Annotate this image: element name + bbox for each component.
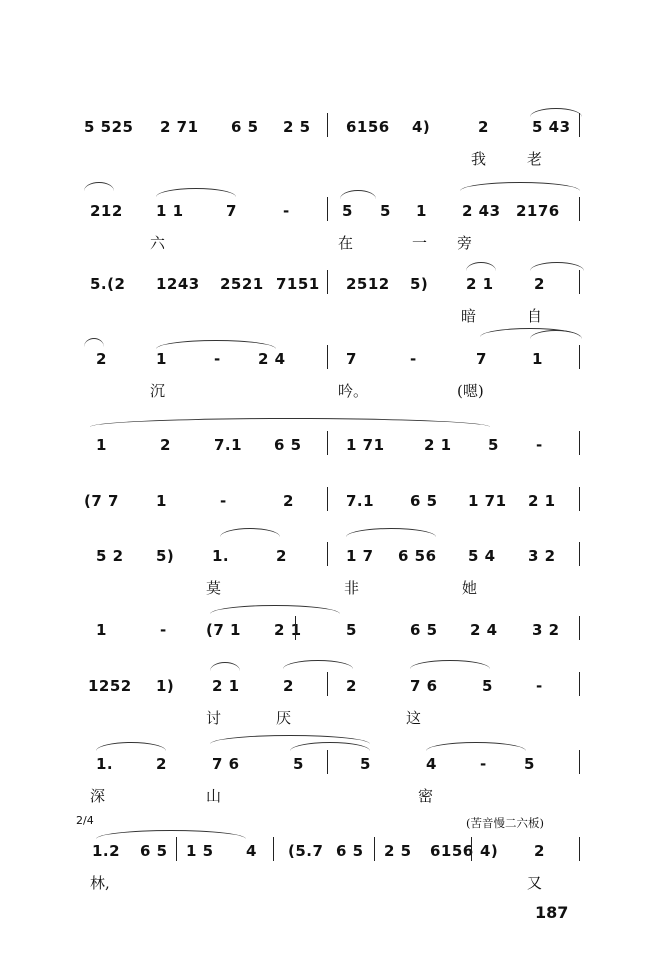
- note-group: -: [214, 350, 221, 368]
- slur-mark: [530, 108, 582, 117]
- note-group: 7 6: [212, 755, 240, 773]
- bar-line: [579, 345, 580, 369]
- bar-line: [327, 270, 328, 294]
- bar-line: [327, 431, 328, 455]
- note-group: 5: [524, 755, 535, 773]
- note-group: 2 71: [160, 118, 199, 136]
- lyric-char: 她: [462, 579, 478, 597]
- slur-mark: [346, 528, 436, 537]
- note-group: 5 43: [532, 118, 571, 136]
- note-group: 7151: [276, 275, 320, 293]
- slur-mark: [210, 662, 240, 671]
- lyric-char: 密: [418, 787, 434, 805]
- note-group: 2: [283, 677, 294, 695]
- note-group: 2 1: [424, 436, 452, 454]
- lyric-char: 厌: [276, 709, 292, 727]
- slur-mark: [340, 190, 376, 199]
- slur-mark: [530, 330, 582, 339]
- note-group: 4): [480, 842, 499, 860]
- note-group: 5: [482, 677, 493, 695]
- note-group: 2 1: [212, 677, 240, 695]
- slur-mark: [96, 742, 166, 751]
- note-group: 6 5: [410, 621, 438, 639]
- note-group: 2: [534, 275, 545, 293]
- note-group: 5: [293, 755, 304, 773]
- note-group: -: [410, 350, 417, 368]
- note-group: 2: [160, 436, 171, 454]
- note-group: 1 1: [156, 202, 184, 220]
- note-group: 5 4: [468, 547, 496, 565]
- note-group: 2521: [220, 275, 264, 293]
- note-group: 6 56: [398, 547, 437, 565]
- slur-mark: [220, 528, 280, 537]
- note-group: 6 5: [231, 118, 259, 136]
- lyric-char: 吟。: [338, 382, 369, 400]
- note-group: 2: [156, 755, 167, 773]
- slur-mark: [466, 262, 496, 271]
- bar-line: [579, 487, 580, 511]
- note-group: 2: [276, 547, 287, 565]
- bar-line: [579, 270, 580, 294]
- bar-line: [327, 487, 328, 511]
- note-group: 4: [246, 842, 257, 860]
- note-group: 2 5: [283, 118, 311, 136]
- note-group: 6156: [346, 118, 390, 136]
- slur-mark: [96, 830, 246, 839]
- bar-line: [579, 837, 580, 861]
- note-group: 1 71: [346, 436, 385, 454]
- bar-line: [327, 672, 328, 696]
- note-group: -: [220, 492, 227, 510]
- slur-mark: [283, 660, 353, 669]
- note-group: 6156: [430, 842, 474, 860]
- note-group: 4: [426, 755, 437, 773]
- lyric-char: 我: [471, 150, 487, 168]
- note-group: 5: [342, 202, 353, 220]
- bar-line: [327, 542, 328, 566]
- bar-line: [579, 431, 580, 455]
- note-group: 2: [96, 350, 107, 368]
- note-group: 2 4: [258, 350, 286, 368]
- note-group: 3 2: [528, 547, 556, 565]
- lyric-char: 山: [206, 787, 222, 805]
- note-group: -: [283, 202, 290, 220]
- lyric-char: 一: [412, 234, 428, 252]
- lyric-char: 老: [527, 150, 543, 168]
- note-group: 6 5: [274, 436, 302, 454]
- bar-line: [327, 197, 328, 221]
- note-group: 2: [534, 842, 545, 860]
- lyric-char: 自: [527, 307, 543, 325]
- lyric-char: 又: [527, 874, 543, 892]
- note-group: 5): [410, 275, 429, 293]
- note-group: 5: [488, 436, 499, 454]
- slur-mark: [84, 338, 104, 347]
- note-group: 1.: [212, 547, 230, 565]
- note-group: 7.1: [346, 492, 375, 510]
- slur-mark: [90, 418, 490, 427]
- note-group: 5 525: [84, 118, 134, 136]
- bar-line: [176, 837, 177, 861]
- lyric-char: 深: [90, 787, 106, 805]
- note-group: 7: [476, 350, 487, 368]
- bar-line: [374, 837, 375, 861]
- bar-line: [579, 542, 580, 566]
- lyric-char: 旁: [457, 234, 473, 252]
- note-group: 1: [96, 436, 107, 454]
- lyric-char: 沉: [150, 382, 166, 400]
- slur-mark: [84, 182, 114, 191]
- note-group: 2 43: [462, 202, 501, 220]
- note-group: 2 4: [470, 621, 498, 639]
- note-group: 1: [532, 350, 543, 368]
- tempo-marking: (苦音慢二六板): [466, 816, 544, 830]
- note-group: 1 71: [468, 492, 507, 510]
- note-group: 5.(2: [90, 275, 126, 293]
- bar-line: [579, 197, 580, 221]
- lyric-char: 林,: [90, 874, 110, 892]
- note-group: -: [480, 755, 487, 773]
- note-group: 2: [346, 677, 357, 695]
- note-group: 5: [346, 621, 357, 639]
- lyric-char: (嗯): [457, 382, 484, 400]
- note-group: 1.: [96, 755, 114, 773]
- note-group: 1 7: [346, 547, 374, 565]
- time-signature: 2/4: [76, 814, 94, 827]
- lyric-char: 六: [150, 234, 166, 252]
- bar-line: [295, 616, 296, 640]
- note-group: 1: [156, 350, 167, 368]
- note-group: 1252: [88, 677, 132, 695]
- lyric-char: 非: [344, 579, 360, 597]
- note-group: 2176: [516, 202, 560, 220]
- note-group: 1): [156, 677, 175, 695]
- slur-mark: [210, 605, 340, 614]
- slur-mark: [156, 340, 276, 349]
- bar-line: [579, 672, 580, 696]
- note-group: 2 5: [384, 842, 412, 860]
- note-group: 5 2: [96, 547, 124, 565]
- lyric-char: 讨: [206, 709, 222, 727]
- note-group: 2 1: [274, 621, 302, 639]
- bar-line: [579, 616, 580, 640]
- bar-line: [579, 750, 580, 774]
- note-group: -: [536, 677, 543, 695]
- lyric-char: 在: [338, 234, 354, 252]
- note-group: (5.7: [288, 842, 324, 860]
- note-group: 7.1: [214, 436, 243, 454]
- page-number: 187: [535, 903, 569, 922]
- note-group: -: [536, 436, 543, 454]
- note-group: 1: [96, 621, 107, 639]
- lyric-char: 这: [406, 709, 422, 727]
- bar-line: [327, 750, 328, 774]
- note-group: 6 5: [410, 492, 438, 510]
- bar-line: [273, 837, 274, 861]
- lyric-char: 暗: [461, 307, 477, 325]
- note-group: (7 1: [206, 621, 241, 639]
- note-group: 5: [360, 755, 371, 773]
- note-group: 7 6: [410, 677, 438, 695]
- note-group: 1: [416, 202, 427, 220]
- note-group: 7: [226, 202, 237, 220]
- bar-line: [471, 837, 472, 861]
- note-group: 2: [478, 118, 489, 136]
- note-group: 1.2: [92, 842, 121, 860]
- slur-mark: [156, 188, 236, 197]
- note-group: 212: [90, 202, 123, 220]
- note-group: 1 5: [186, 842, 214, 860]
- note-group: 6 5: [140, 842, 168, 860]
- note-group: 7: [346, 350, 357, 368]
- note-group: 4): [412, 118, 431, 136]
- note-group: -: [160, 621, 167, 639]
- slur-mark: [426, 742, 526, 751]
- note-group: 2: [283, 492, 294, 510]
- bar-line: [327, 113, 328, 137]
- note-group: 1: [156, 492, 167, 510]
- slur-mark: [530, 262, 584, 271]
- slur-mark: [410, 660, 490, 669]
- note-group: 5: [380, 202, 391, 220]
- note-group: 5): [156, 547, 175, 565]
- slur-mark: [460, 182, 580, 191]
- note-group: (7 7: [84, 492, 119, 510]
- note-group: 6 5: [336, 842, 364, 860]
- note-group: 2 1: [528, 492, 556, 510]
- lyric-char: 莫: [206, 579, 222, 597]
- note-group: 2512: [346, 275, 390, 293]
- note-group: 1243: [156, 275, 200, 293]
- note-group: 2 1: [466, 275, 494, 293]
- bar-line: [327, 345, 328, 369]
- note-group: 3 2: [532, 621, 560, 639]
